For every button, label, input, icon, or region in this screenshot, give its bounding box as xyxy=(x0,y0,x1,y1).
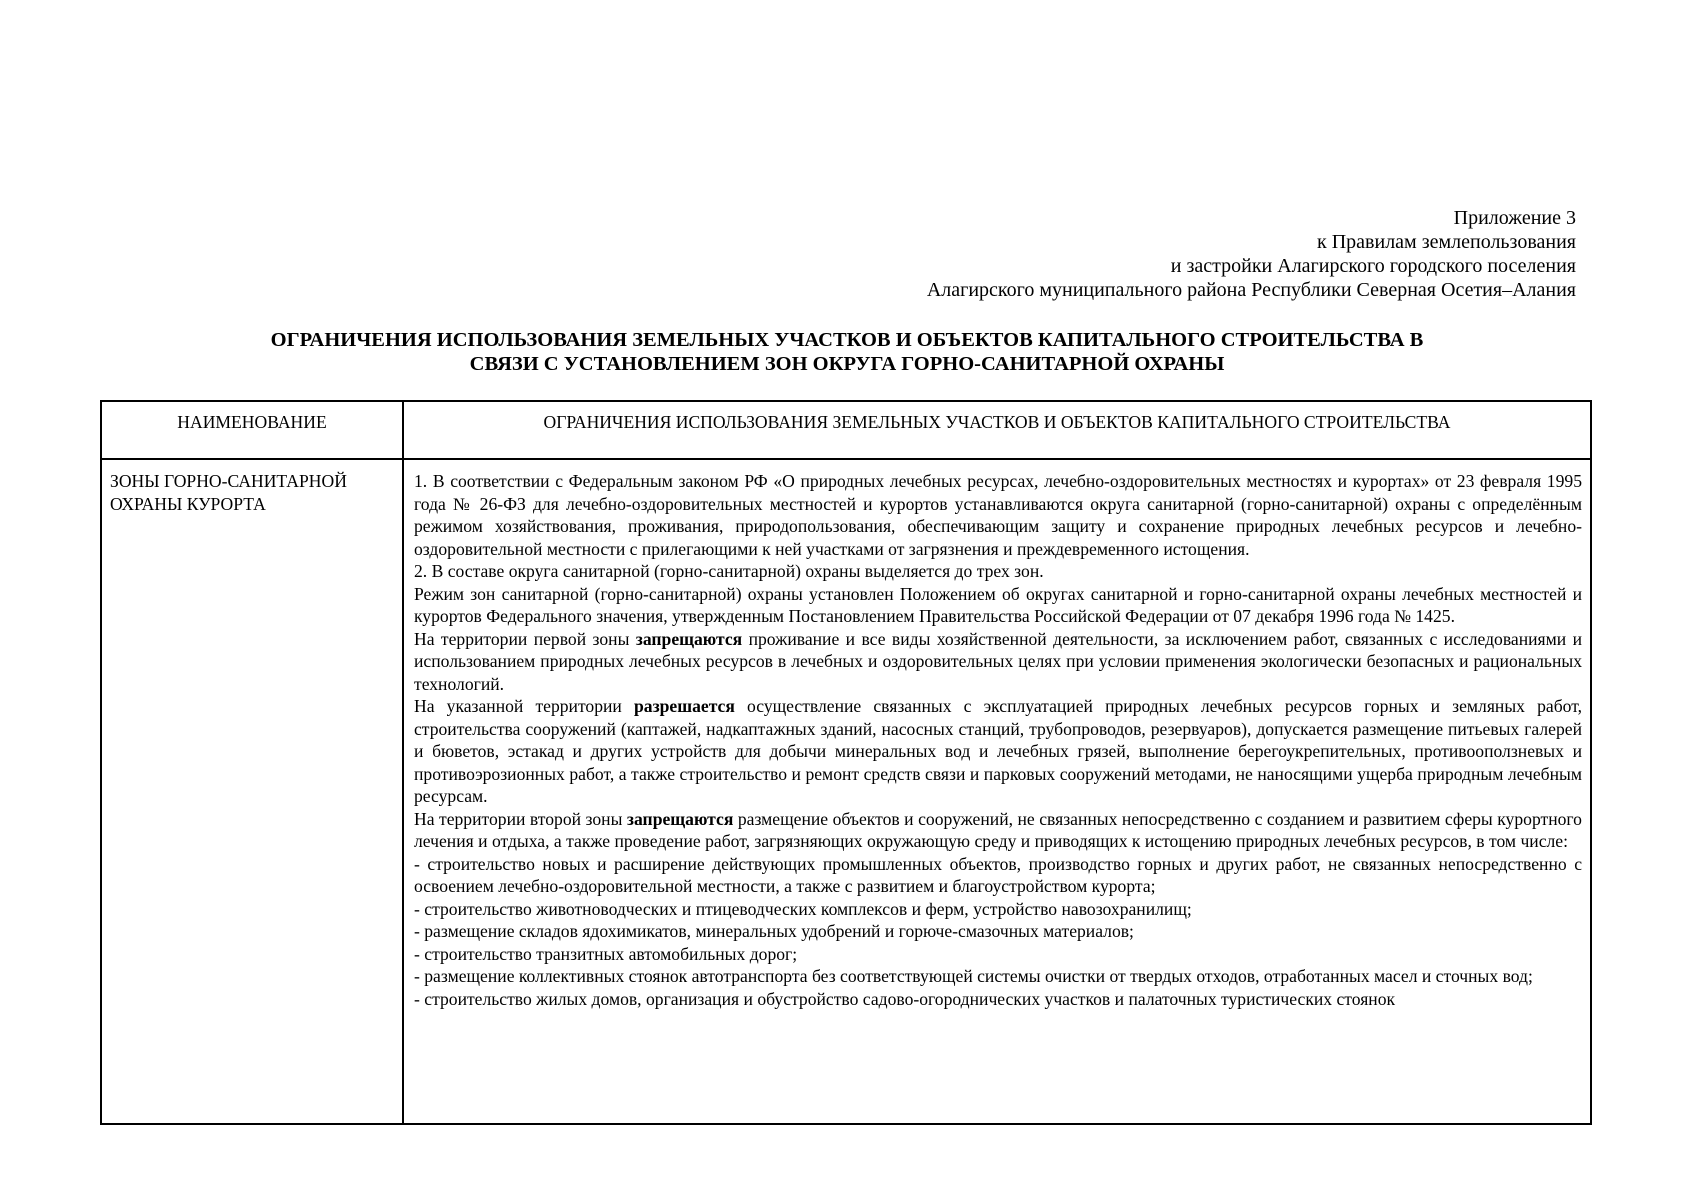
table-header-row xyxy=(101,401,1591,459)
appendix-number: Приложение 3 xyxy=(1453,207,1576,229)
column-header-restrictions: ОГРАНИЧЕНИЯ ИСПОЛЬЗОВАНИЯ ЗЕМЕЛЬНЫХ УЧАСТКОВ И ОБЪЕКТОВ КАПИТАЛЬНОГО СТРОИТЕЛЬСТВА xyxy=(403,401,1591,459)
document-title-line-1: ОГРАНИЧЕНИЯ ИСПОЛЬЗОВАНИЯ ЗЕМЕЛЬНЫХ УЧАСТКОВ И ОБЪЕКТОВ КАПИТАЛЬНОГО СТРОИТЕЛЬСТВА В xyxy=(270,329,1424,351)
restriction-paragraph-1: 1. В соответствии с Федеральным законом РФ «О природных лечебных ресурсах, лечебно-оздоровительных местностях и курортах» от 23 февраля 1995 года № 26-ФЗ для лечебно-оздоровительных местностей и курортов устанавливаются округа санитарной (горно-санитарной) охраны с определённым режимом хозяйствования, проживания, природопользования, обеспечивающим защиту и сохранение природных лечебных ресурсов и лечебно-оздоровительной местности с прилегающими к ней участками от загрязнения и преждевременного истощения. xyxy=(414,471,1582,559)
restrictions-table xyxy=(100,400,1592,1125)
document-title xyxy=(100,328,1594,376)
permitted-text-start: На указанной территории xyxy=(414,696,634,716)
second-zone-prohibited-keyword: запрещаются xyxy=(626,808,734,829)
restriction-paragraph-3: Режим зон санитарной (горно-санитарной) охраны установлен Положением об округах санитарной и горно-санитарной охраны лечебных местностей и курортов Федерального значения, утвержденным Постановлением Правительства Российской Федерации от 07 декабря 1996 года № 1425. xyxy=(414,583,1582,626)
second-zone-text-end: размещение объектов и сооружений, не связанных непосредственно с созданием и развитием сферы курортного лечения и отдыха, а также проведение работ, загрязняющих окружающую среду и приводящих к истощению природных лечебных ресурсов, в том числе: xyxy=(414,808,1582,851)
zone-restrictions-cell xyxy=(403,459,1591,1124)
list-item: - строительство транзитных автомобильных дорог; xyxy=(414,943,798,964)
list-item: - строительство новых и расширение действующих промышленных объектов, производство горных и других работ, не связанных непосредственно с освоением лечебно-оздоровительной местности, а также с развитием и благоустройством курорта; xyxy=(414,853,1582,896)
second-zone-paragraph xyxy=(414,808,1582,853)
permitted-keyword: разрешается xyxy=(633,696,735,716)
appendix-header xyxy=(927,206,1576,302)
appendix-reference: к Правилам землепользования xyxy=(1317,231,1576,253)
first-zone-text-start: На территории первой зоны xyxy=(414,628,636,649)
first-zone-permitted-paragraph xyxy=(414,695,1582,808)
permitted-text-end: осуществление связанных с эксплуатацией природных лечебных ресурсов горных и земляных работ, строительства сооружений (каптажей, надкаптажных зданий, насосных станций, трубопроводов, резервуаров), допускается размещение питьевых галерей и бюветов, эстакад и других устройств для добычи минеральных вод и лечебных грязей, выполнение берегоукрепительных, противооползневых и противоэрозионных работ, а также строительство и ремонт средств связи и парковых сооружений методами, не наносящими ущерба природным лечебным ресурсам. xyxy=(414,696,1582,806)
list-item: - строительство жилых домов, организация и обустройство садово-огороднических участков и палаточных туристических стоянок xyxy=(414,988,1396,1009)
restriction-paragraph-2: 2. В составе округа санитарной (горно-санитарной) охраны выделяется до трех зон. xyxy=(414,561,1044,581)
appendix-district: Алагирского муниципального района Республики Северная Осетия–Алания xyxy=(926,279,1576,301)
list-item: - размещение коллективных стоянок автотранспорта без соответствующей системы очистки от твердых отходов, отработанных масел и сточных вод; xyxy=(414,966,1533,986)
appendix-settlement: и застройки Алагирского городского поселения xyxy=(1170,255,1576,277)
list-item: - размещение складов ядохимикатов, минеральных удобрений и горюче-смазочных материалов; xyxy=(414,921,1134,941)
table-row xyxy=(101,459,1591,1124)
column-header-name: НАИМЕНОВАНИЕ xyxy=(101,401,403,459)
document-title-line-2: СВЯЗИ С УСТАНОВЛЕНИЕМ ЗОН ОКРУГА ГОРНО-САНИТАРНОЙ ОХРАНЫ xyxy=(469,353,1225,375)
first-zone-prohibited-keyword: запрещаются xyxy=(635,628,743,649)
zone-name-cell: ЗОНЫ ГОРНО-САНИТАРНОЙ ОХРАНЫ КУРОРТА xyxy=(101,459,403,1124)
list-item: - строительство животноводческих и птицеводческих комплексов и ферм, устройство навозохранилищ; xyxy=(414,898,1192,919)
second-zone-text-start: На территории второй зоны xyxy=(414,808,627,829)
first-zone-text-end: проживание и все виды хозяйственной деятельности, за исключением работ, связанных с исследованиями и использованием природных лечебных ресурсов в лечебных и оздоровительных целях при условии применения экологически безопасных и рациональных технологий. xyxy=(414,628,1582,694)
first-zone-paragraph xyxy=(414,628,1582,696)
